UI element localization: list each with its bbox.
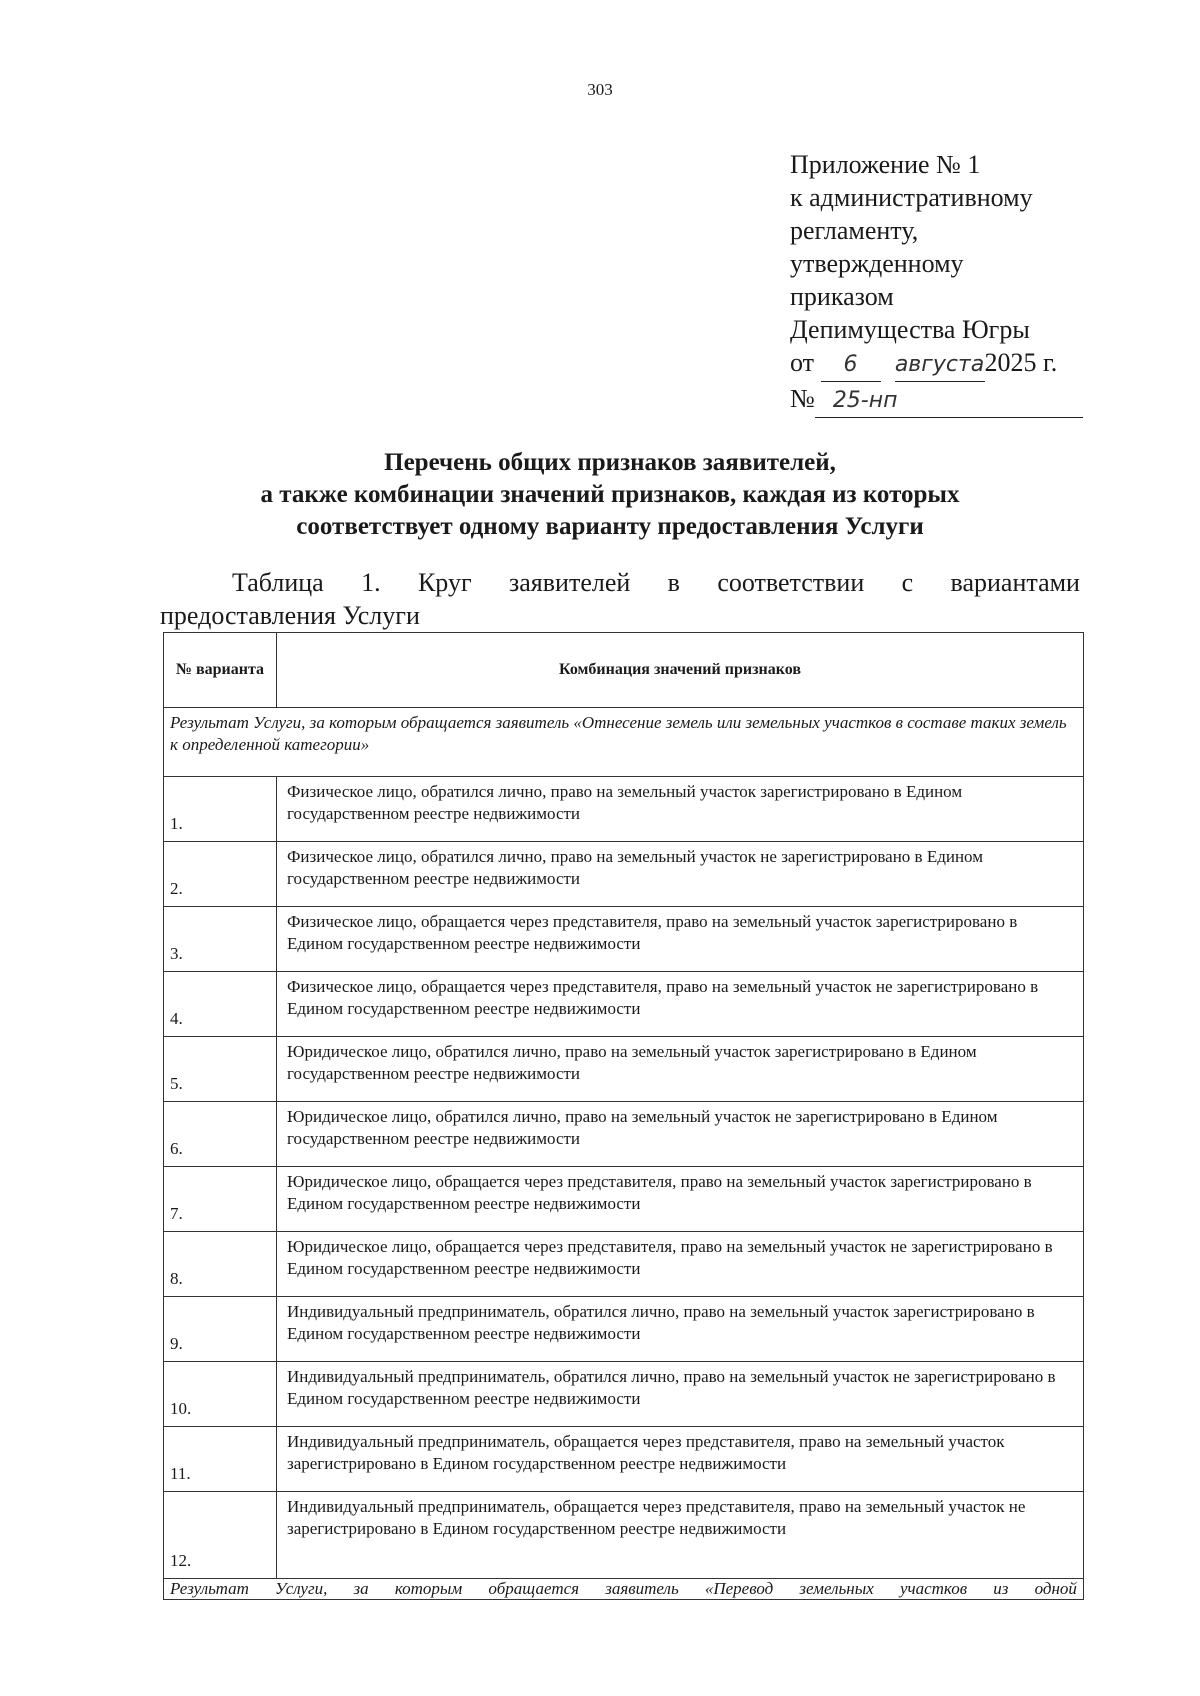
header-combination: Комбинация значений признаков [277,633,1084,708]
result-word: заявитель [605,1579,679,1598]
result-word: участков [899,1579,968,1598]
table-row [164,907,1084,972]
result-word: земельных [799,1579,874,1598]
date-year: 2025 г. [984,348,1058,377]
caption-word: вариантами [950,568,1080,597]
variant-text: Индивидуальный предприниматель, обратился лично, право на земельный участок не зарегистрировано в Едином государственном реестре недвижимости [277,1362,1084,1427]
variant-number: 10. [164,1362,277,1427]
result-word: Услуги, [275,1579,328,1598]
appendix-line: регламенту, [790,216,919,245]
appendix-line: утвержденному [790,249,964,278]
table-row [164,1232,1084,1297]
result-word: за [353,1579,369,1598]
result-words [170,1579,1077,1599]
appendix-number [790,382,1090,418]
variant-text: Юридическое лицо, обратился лично, право на земельный участок зарегистрировано в Едином государственном реестре недвижимости [277,1037,1084,1102]
caption-word: Круг [417,568,472,597]
caption-second-line: предоставления Услуги [160,601,420,630]
variant-text: Индивидуальный предприниматель, обращается через представителя, право на земельный участок зарегистрировано в Едином государственном реестре недвижимости [277,1427,1084,1492]
table-header-row [164,633,1084,708]
variant-text: Юридическое лицо, обратился лично, право на земельный участок не зарегистрировано в Едином государственном реестре недвижимости [277,1102,1084,1167]
caption-word: в [667,568,680,597]
caption-word: 1. [361,568,381,597]
variants-table [163,632,1084,1600]
appendix-line: к административному [790,183,1033,212]
result-word: которым [394,1579,463,1598]
table-row [164,1037,1084,1102]
caption-word: с [901,568,914,597]
caption-word: Таблица [232,568,324,597]
variant-number: 4. [164,972,277,1037]
variant-text: Юридическое лицо, обращается через представителя, право на земельный участок зарегистрировано в Едином государственном реестре недвижимости [277,1167,1084,1232]
variant-text: Физическое лицо, обратился лично, право на земельный участок не зарегистрировано в Едином государственном реестре недвижимости [277,842,1084,907]
result-text: Результат Услуги, за которым обращается заявитель «Отнесение земель или земельных участков в составе таких земель к определенной категории» [164,708,1084,777]
caption-word: заявителей [509,568,631,597]
table-row [164,1102,1084,1167]
table-row [164,1427,1084,1492]
table-row [164,1362,1084,1427]
caption-first-line [160,566,1080,599]
result-word: из [993,1579,1009,1598]
table-caption [160,566,1080,632]
variant-number: 2. [164,842,277,907]
variant-text: Индивидуальный предприниматель, обращается через представителя, право на земельный участок не зарегистрировано в Едином государственном реестре недвижимости [277,1492,1084,1579]
variant-text: Юридическое лицо, обращается через представителя, право на земельный участок не зарегистрировано в Едином государственном реестре недвижимости [277,1232,1084,1297]
appendix-title: Приложение № 1 [790,150,981,179]
variant-number: 9. [164,1297,277,1362]
table-row [164,777,1084,842]
table-row [164,842,1084,907]
variant-number: 7. [164,1167,277,1232]
heading-line: соответствует одному варианту предоставления Услуги [296,513,924,540]
appendix-date [790,346,1090,382]
table-row [164,1297,1084,1362]
result-row-continued [164,1579,1084,1600]
variant-number: 8. [164,1232,277,1297]
variant-number: 11. [164,1427,277,1492]
handwritten-day: 6 [821,348,881,382]
date-prefix: от [790,348,815,377]
result-row [164,708,1084,777]
heading-line: а также комбинации значений признаков, каждая из которых [260,481,960,508]
appendix-line: приказом [790,282,894,311]
heading-line: Перечень общих признаков заявителей, [384,449,836,476]
appendix-block [790,148,1090,418]
variant-text: Индивидуальный предприниматель, обратился лично, право на земельный участок зарегистрировано в Едином государственном реестре недвижимости [277,1297,1084,1362]
variant-number: 3. [164,907,277,972]
variant-number: 1. [164,777,277,842]
header-variant-number: № варианта [164,633,277,708]
result-text-partial [164,1579,1084,1600]
result-word: Результат [170,1579,249,1598]
variant-text: Физическое лицо, обращается через представителя, право на земельный участок не зарегистрировано в Едином государственном реестре недвижимости [277,972,1084,1037]
page-number: 303 [587,80,613,99]
variant-text: Физическое лицо, обратился лично, право на земельный участок зарегистрировано в Едином государственном реестре недвижимости [277,777,1084,842]
result-word: «Перевод [704,1579,774,1598]
appendix-line: Депимущества Югры [790,315,1030,344]
variant-number: 6. [164,1102,277,1167]
handwritten-month: августа [895,348,985,382]
table-row [164,1492,1084,1579]
caption-word: соответствии [717,568,865,597]
number-prefix: № [790,384,815,413]
result-word: одной [1034,1579,1077,1598]
result-word: обращается [488,1579,580,1598]
variant-text: Физическое лицо, обращается через представителя, право на земельный участок зарегистрировано в Едином государственном реестре недвижимости [277,907,1084,972]
variant-number: 12. [164,1492,277,1579]
variant-number: 5. [164,1037,277,1102]
table-row [164,1167,1084,1232]
handwritten-number: 25-нп [815,384,1083,418]
document-heading [120,447,1100,543]
table-row [164,972,1084,1037]
